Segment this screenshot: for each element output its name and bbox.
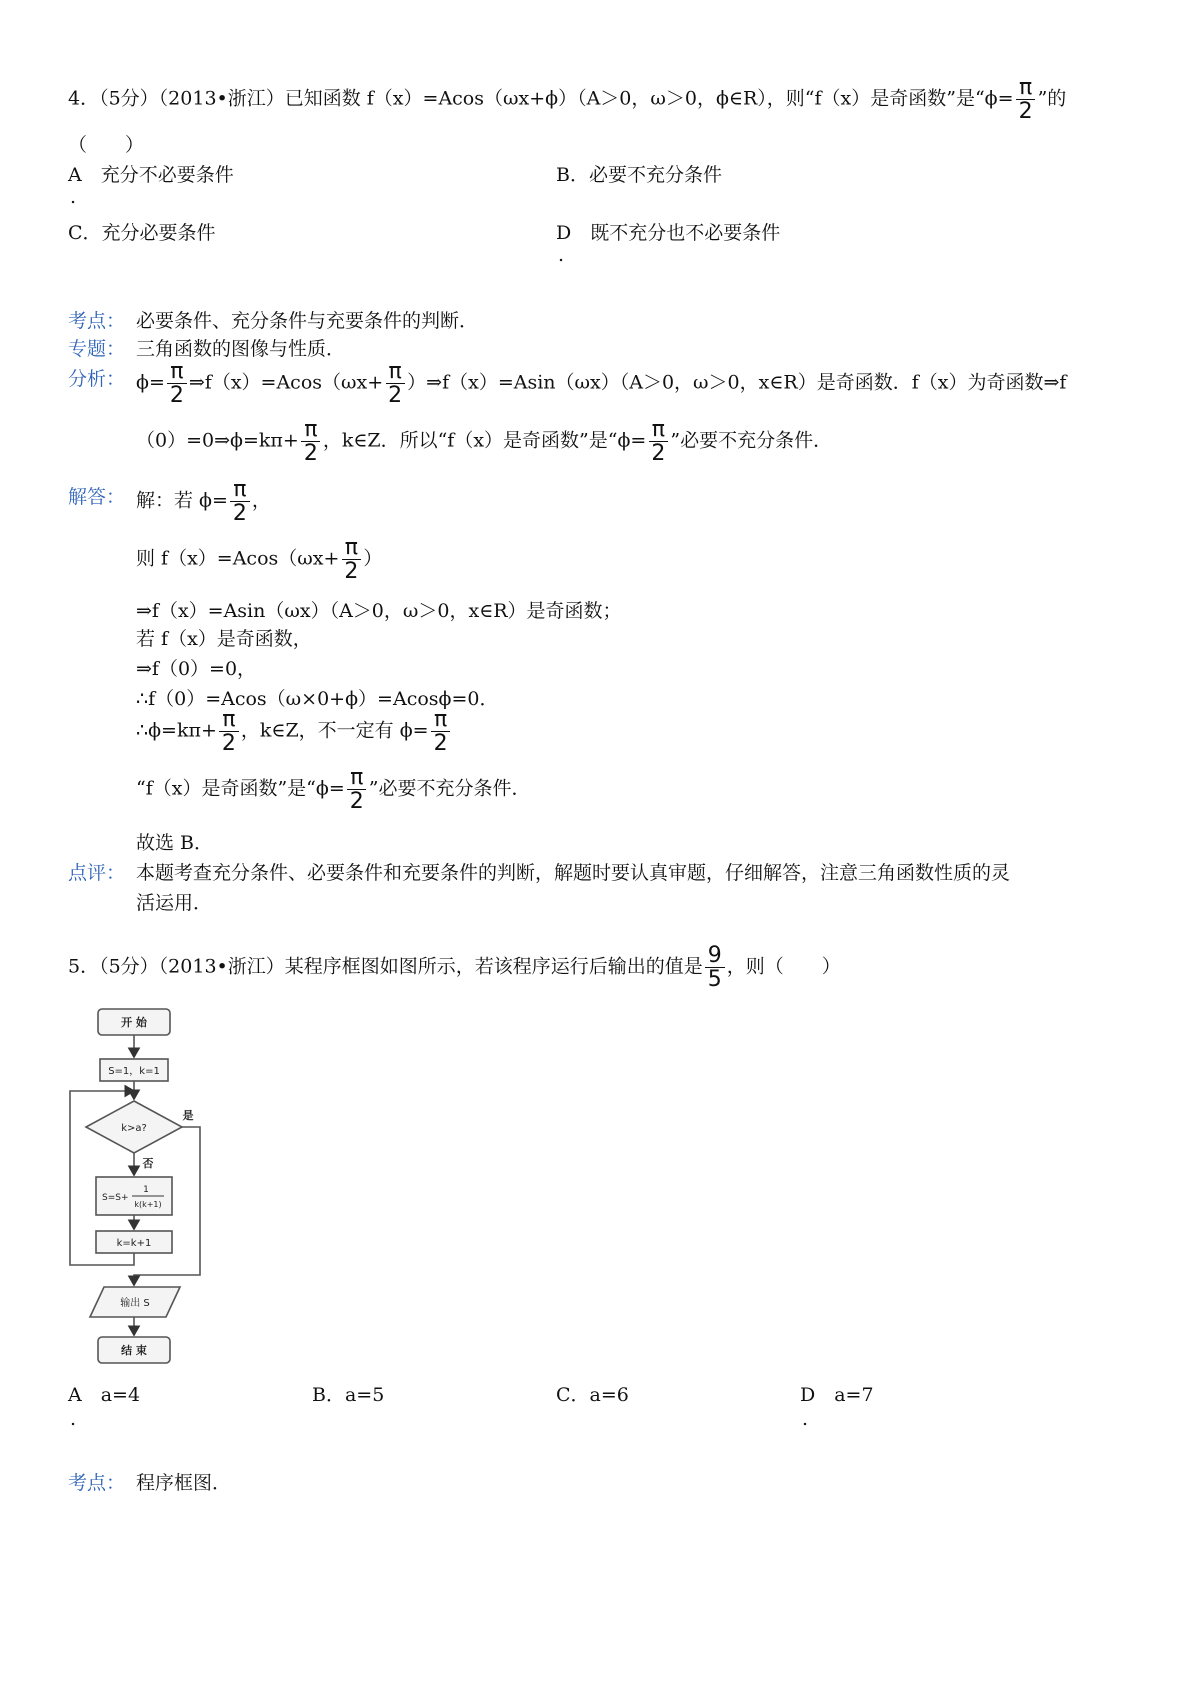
q4-option-a-dot: . bbox=[70, 186, 77, 208]
fraction-pi-over-2: $\frac{\pi}{2}$ bbox=[431, 708, 451, 755]
q4-dianping-line1: 本题考查充分条件、必要条件和充要条件的判断，解题时要认真审题，仔细解答，注意三角函数性质的灵 bbox=[136, 862, 1011, 884]
q4-jieda-line1: 解：若 ϕ= $\frac{\pi}{2}$ ， bbox=[136, 477, 271, 527]
fraction-pi-over-2: $\frac{\pi}{2}$ bbox=[230, 478, 250, 525]
flow-start-label: 开 始 bbox=[121, 1016, 147, 1029]
flow-assign-num: 1 bbox=[143, 1185, 149, 1195]
q4-zhuanti-label: 专题： bbox=[68, 338, 126, 360]
q4-kaodian: 必要条件、充分条件与充要条件的判断． bbox=[136, 310, 479, 332]
q4-fenxi-line1: ϕ= $\frac{\pi}{2}$ ⇒f（x）=Acos（ωx+ $\frac{\pi}{2}$ ）⇒f（x）=Asin（ωx）（A＞0，ω＞0，x∈R）是奇函数．f（x）为奇函数⇒f bbox=[136, 359, 1067, 409]
q4-jieda-line7: ∴ϕ=kπ+ $\frac{\pi}{2}$ ，k∈Z，不一定有 ϕ= $\frac{\pi}{2}$ bbox=[136, 708, 453, 755]
q5-option-a-dot: . bbox=[70, 1408, 77, 1430]
flow-no-label: 否 bbox=[142, 1157, 154, 1170]
q5-option-d-dot: . bbox=[802, 1408, 809, 1430]
q4-fenxi-label: 分析： bbox=[68, 368, 126, 390]
q4-jieda-line6: ∴f（0）=Acos（ω×0+ϕ）=Acosϕ=0． bbox=[136, 688, 499, 710]
q4-option-b: B．必要不充分条件 bbox=[556, 164, 722, 186]
flow-output-label: 输出 S bbox=[120, 1298, 150, 1309]
flow-assign-left: S=S+ bbox=[102, 1193, 129, 1203]
fraction-pi-over-2: $\frac{\pi}{2}$ bbox=[648, 418, 668, 465]
fraction-9-over-5: $\frac{9}{5}$ bbox=[705, 944, 725, 991]
q5-option-b: B．a=5 bbox=[312, 1384, 385, 1406]
flowchart bbox=[60, 995, 220, 1385]
q4-jieda-line4: 若 f（x）是奇函数， bbox=[136, 628, 312, 650]
fraction-pi-over-2: $\frac{\pi}{2}$ bbox=[1016, 76, 1036, 123]
q4-answer-paren: （ ） bbox=[68, 134, 145, 156]
flow-assign-den: k(k+1) bbox=[134, 1200, 162, 1209]
fraction-pi-over-2: $\frac{\pi}{2}$ bbox=[347, 766, 367, 813]
q5-stem: 5．（5分）（2013•浙江）某程序框图如图所示，若该程序运行后输出的值是 $\frac{9}{5}$ ，则（ ） bbox=[68, 943, 841, 993]
q4-jieda-line5: ⇒f（0）=0， bbox=[136, 658, 257, 680]
q4-dianping-line2: 活运用． bbox=[136, 892, 213, 914]
flow-end-label: 结 束 bbox=[121, 1344, 147, 1357]
q4-dianping-label: 点评： bbox=[68, 862, 126, 884]
q4-option-d-dot: . bbox=[558, 244, 565, 266]
q4-option-c: C．充分必要条件 bbox=[68, 222, 216, 244]
q4-jieda-label: 解答： bbox=[68, 486, 126, 508]
q4-jieda-line9: 故选 B． bbox=[136, 832, 214, 854]
fraction-pi-over-2: $\frac{\pi}{2}$ bbox=[219, 708, 239, 755]
q4-stem: 4．（5分）（2013•浙江）已知函数 f（x）=Acos（ωx+ϕ）（A＞0，ω＞0，ϕ∈R），则“f（x）是奇函数”是“ϕ= $\frac{\pi}{2}$ ”的 bbox=[68, 75, 1067, 125]
flow-cond-label: k>a? bbox=[121, 1123, 147, 1134]
q4-zhuanti: 三角函数的图像与性质． bbox=[136, 338, 346, 360]
q4-jieda-line3: ⇒f（x）=Asin（ωx）（A＞0，ω＞0，x∈R）是奇函数； bbox=[136, 600, 622, 622]
q4-option-d: D 既不充分也不必要条件 bbox=[556, 222, 781, 244]
q5-kaodian-label: 考点： bbox=[68, 1472, 126, 1494]
q5-option-c: C．a=6 bbox=[556, 1384, 629, 1406]
q4-fenxi-line2: （0）=0⇒ϕ=kπ+ $\frac{\pi}{2}$ ，k∈Z．所以“f（x）是奇函数”是“ϕ= $\frac{\pi}{2}$ ”必要不充分条件． bbox=[136, 417, 833, 467]
q4-kaodian-label: 考点： bbox=[68, 310, 126, 332]
fraction-pi-over-2: $\frac{\pi}{2}$ bbox=[301, 418, 321, 465]
fraction-pi-over-2: $\frac{\pi}{2}$ bbox=[385, 360, 405, 407]
flow-yes-label: 是 bbox=[182, 1109, 194, 1122]
q4-option-a: A 充分不必要条件 bbox=[68, 164, 234, 186]
fraction-pi-over-2: $\frac{\pi}{2}$ bbox=[167, 360, 187, 407]
q5-option-d: D a=7 bbox=[800, 1384, 874, 1406]
flow-increment-label: k=k+1 bbox=[116, 1238, 152, 1249]
q5-option-a: A a=4 bbox=[68, 1384, 141, 1406]
fraction-pi-over-2: $\frac{\pi}{2}$ bbox=[341, 536, 361, 583]
q4-jieda-line8: “f（x）是奇函数”是“ϕ= $\frac{\pi}{2}$ ”必要不充分条件． bbox=[136, 765, 531, 815]
q4-jieda-line2: 则 f（x）=Acos（ωx+ $\frac{\pi}{2}$ ） bbox=[136, 535, 383, 585]
q5-kaodian: 程序框图． bbox=[136, 1472, 232, 1494]
flow-init-label: S=1，k=1 bbox=[108, 1066, 160, 1077]
